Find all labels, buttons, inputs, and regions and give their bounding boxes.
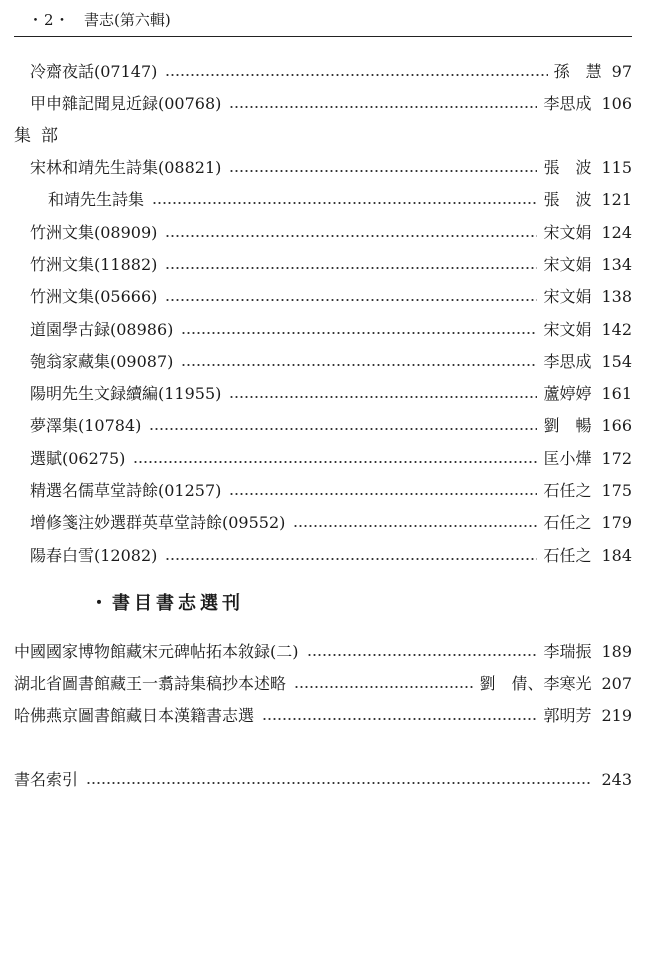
entry-page: 124 bbox=[601, 222, 632, 242]
entry-author: 李思成 bbox=[543, 94, 592, 113]
dot-leader bbox=[181, 332, 537, 334]
entry-page: 175 bbox=[601, 481, 632, 500]
dot-leader bbox=[165, 558, 537, 560]
dot-leader bbox=[294, 686, 473, 688]
entry-page: 121 bbox=[601, 190, 632, 210]
entry-page: 97 bbox=[611, 62, 632, 81]
entry-author: 張 波 bbox=[543, 190, 592, 210]
toc-entry bbox=[0, 154, 650, 182]
dot-leader bbox=[181, 364, 537, 366]
section-heading: 集部 bbox=[14, 126, 68, 146]
entry-page: 207 bbox=[601, 674, 632, 693]
entry-page: 106 bbox=[601, 94, 632, 113]
dot-leader bbox=[262, 718, 537, 720]
entry-page: 115 bbox=[601, 158, 632, 177]
entry-title: 哈佛燕京圖書館藏日本漢籍書志選 bbox=[14, 706, 255, 725]
entry-page: 154 bbox=[601, 351, 632, 371]
toc-entry bbox=[0, 638, 650, 666]
entry-author: 孫 慧 bbox=[553, 62, 602, 81]
dot-leader bbox=[229, 170, 537, 172]
entry-author: 石任之 bbox=[543, 481, 592, 500]
entry-title: 甲申雜記聞見近録(00768) bbox=[30, 94, 222, 113]
entry-page: 161 bbox=[601, 384, 632, 404]
dot-leader bbox=[149, 428, 537, 430]
entry-title: 夢澤集(10784) bbox=[30, 416, 142, 436]
entry-page: 172 bbox=[601, 448, 632, 468]
entry-page: 138 bbox=[601, 287, 632, 307]
entry-author: 宋文娟 bbox=[543, 254, 592, 274]
entry-title: 和靖先生詩集 bbox=[48, 190, 145, 210]
toc-entry bbox=[0, 509, 650, 537]
entry-title: 道園學古録(08986) bbox=[30, 319, 174, 339]
dot-leader bbox=[229, 396, 537, 398]
dot-leader bbox=[165, 74, 547, 76]
dot-leader bbox=[165, 299, 537, 301]
toc-entry bbox=[0, 542, 650, 570]
dot-leader bbox=[293, 525, 537, 527]
entry-page: 142 bbox=[601, 319, 632, 339]
toc-entry bbox=[0, 380, 650, 408]
toc-entry bbox=[0, 186, 650, 214]
entry-title: 匏翁家藏集(09087) bbox=[30, 351, 174, 371]
entry-page: 166 bbox=[601, 416, 632, 436]
toc-entry bbox=[0, 766, 650, 794]
entry-page: 134 bbox=[601, 254, 632, 274]
toc-entry bbox=[0, 445, 650, 473]
entry-author: 劉 暢 bbox=[543, 416, 592, 436]
entry-page: 184 bbox=[601, 545, 632, 565]
entry-author: 李思成 bbox=[543, 351, 592, 371]
entry-author: 匡小燁 bbox=[543, 448, 592, 468]
entry-title: 陽明先生文録續編(11955) bbox=[30, 384, 222, 404]
entry-page: 243 bbox=[601, 770, 632, 789]
entry-author: 石任之 bbox=[543, 513, 592, 533]
entry-author: 宋文娟 bbox=[543, 319, 592, 339]
dot-leader bbox=[152, 202, 537, 204]
toc-entry bbox=[0, 219, 650, 247]
entry-title: 竹洲文集(11882) bbox=[30, 254, 158, 274]
toc-entry bbox=[0, 412, 650, 440]
header-journal-title: 書志(第六輯) bbox=[84, 11, 171, 29]
entry-title: 湖北省圖書館藏王一翥詩集稿抄本述略 bbox=[14, 674, 287, 693]
running-header bbox=[14, 0, 632, 37]
entry-title: 中國國家博物館藏宋元碑帖拓本敘録(二) bbox=[14, 642, 299, 661]
dot-leader bbox=[165, 267, 537, 269]
dot-leader bbox=[229, 106, 537, 108]
entry-author: 蘆婷婷 bbox=[543, 384, 592, 404]
entry-title: 宋林和靖先生詩集(08821) bbox=[30, 158, 222, 177]
dot-leader bbox=[307, 654, 538, 656]
toc-entry bbox=[0, 251, 650, 279]
toc-entry bbox=[0, 283, 650, 311]
entry-author: 石任之 bbox=[543, 545, 592, 565]
toc-entry bbox=[0, 348, 650, 376]
entry-title: 精選名儒草堂詩餘(01257) bbox=[30, 481, 222, 500]
toc-entry bbox=[0, 670, 650, 698]
entry-author: 郭明芳 bbox=[543, 706, 592, 725]
dot-leader bbox=[86, 782, 591, 784]
entry-title: 書名索引 bbox=[14, 770, 79, 789]
entry-title: 竹洲文集(05666) bbox=[30, 287, 158, 307]
dot-leader bbox=[133, 461, 537, 463]
entry-page: 219 bbox=[601, 706, 632, 725]
entry-page: 179 bbox=[601, 513, 632, 533]
toc-entry bbox=[0, 702, 650, 730]
entry-title: 竹洲文集(08909) bbox=[30, 222, 158, 242]
toc-entry bbox=[0, 58, 650, 86]
entry-author: 宋文娟 bbox=[543, 287, 592, 307]
header-page-number: ・2・ bbox=[28, 11, 71, 29]
entry-author: 張 波 bbox=[543, 158, 592, 177]
entry-author: 宋文娟 bbox=[543, 222, 592, 242]
subsection-heading: ・書目書志選刊 bbox=[90, 593, 244, 614]
dot-leader bbox=[165, 235, 537, 237]
toc-entry bbox=[0, 316, 650, 344]
entry-author: 劉 倩、李寒光 bbox=[479, 674, 592, 693]
dot-leader bbox=[229, 493, 537, 495]
entry-title: 陽春白雪(12082) bbox=[30, 545, 158, 565]
entry-title: 冷齋夜話(07147) bbox=[30, 62, 158, 81]
entry-title: 選賦(06275) bbox=[30, 448, 126, 468]
entry-author: 李瑞振 bbox=[543, 642, 592, 661]
toc-entry bbox=[0, 477, 650, 505]
toc-entry bbox=[0, 90, 650, 118]
entry-page: 189 bbox=[601, 642, 632, 661]
entry-title: 增修箋注妙選群英草堂詩餘(09552) bbox=[30, 513, 286, 533]
